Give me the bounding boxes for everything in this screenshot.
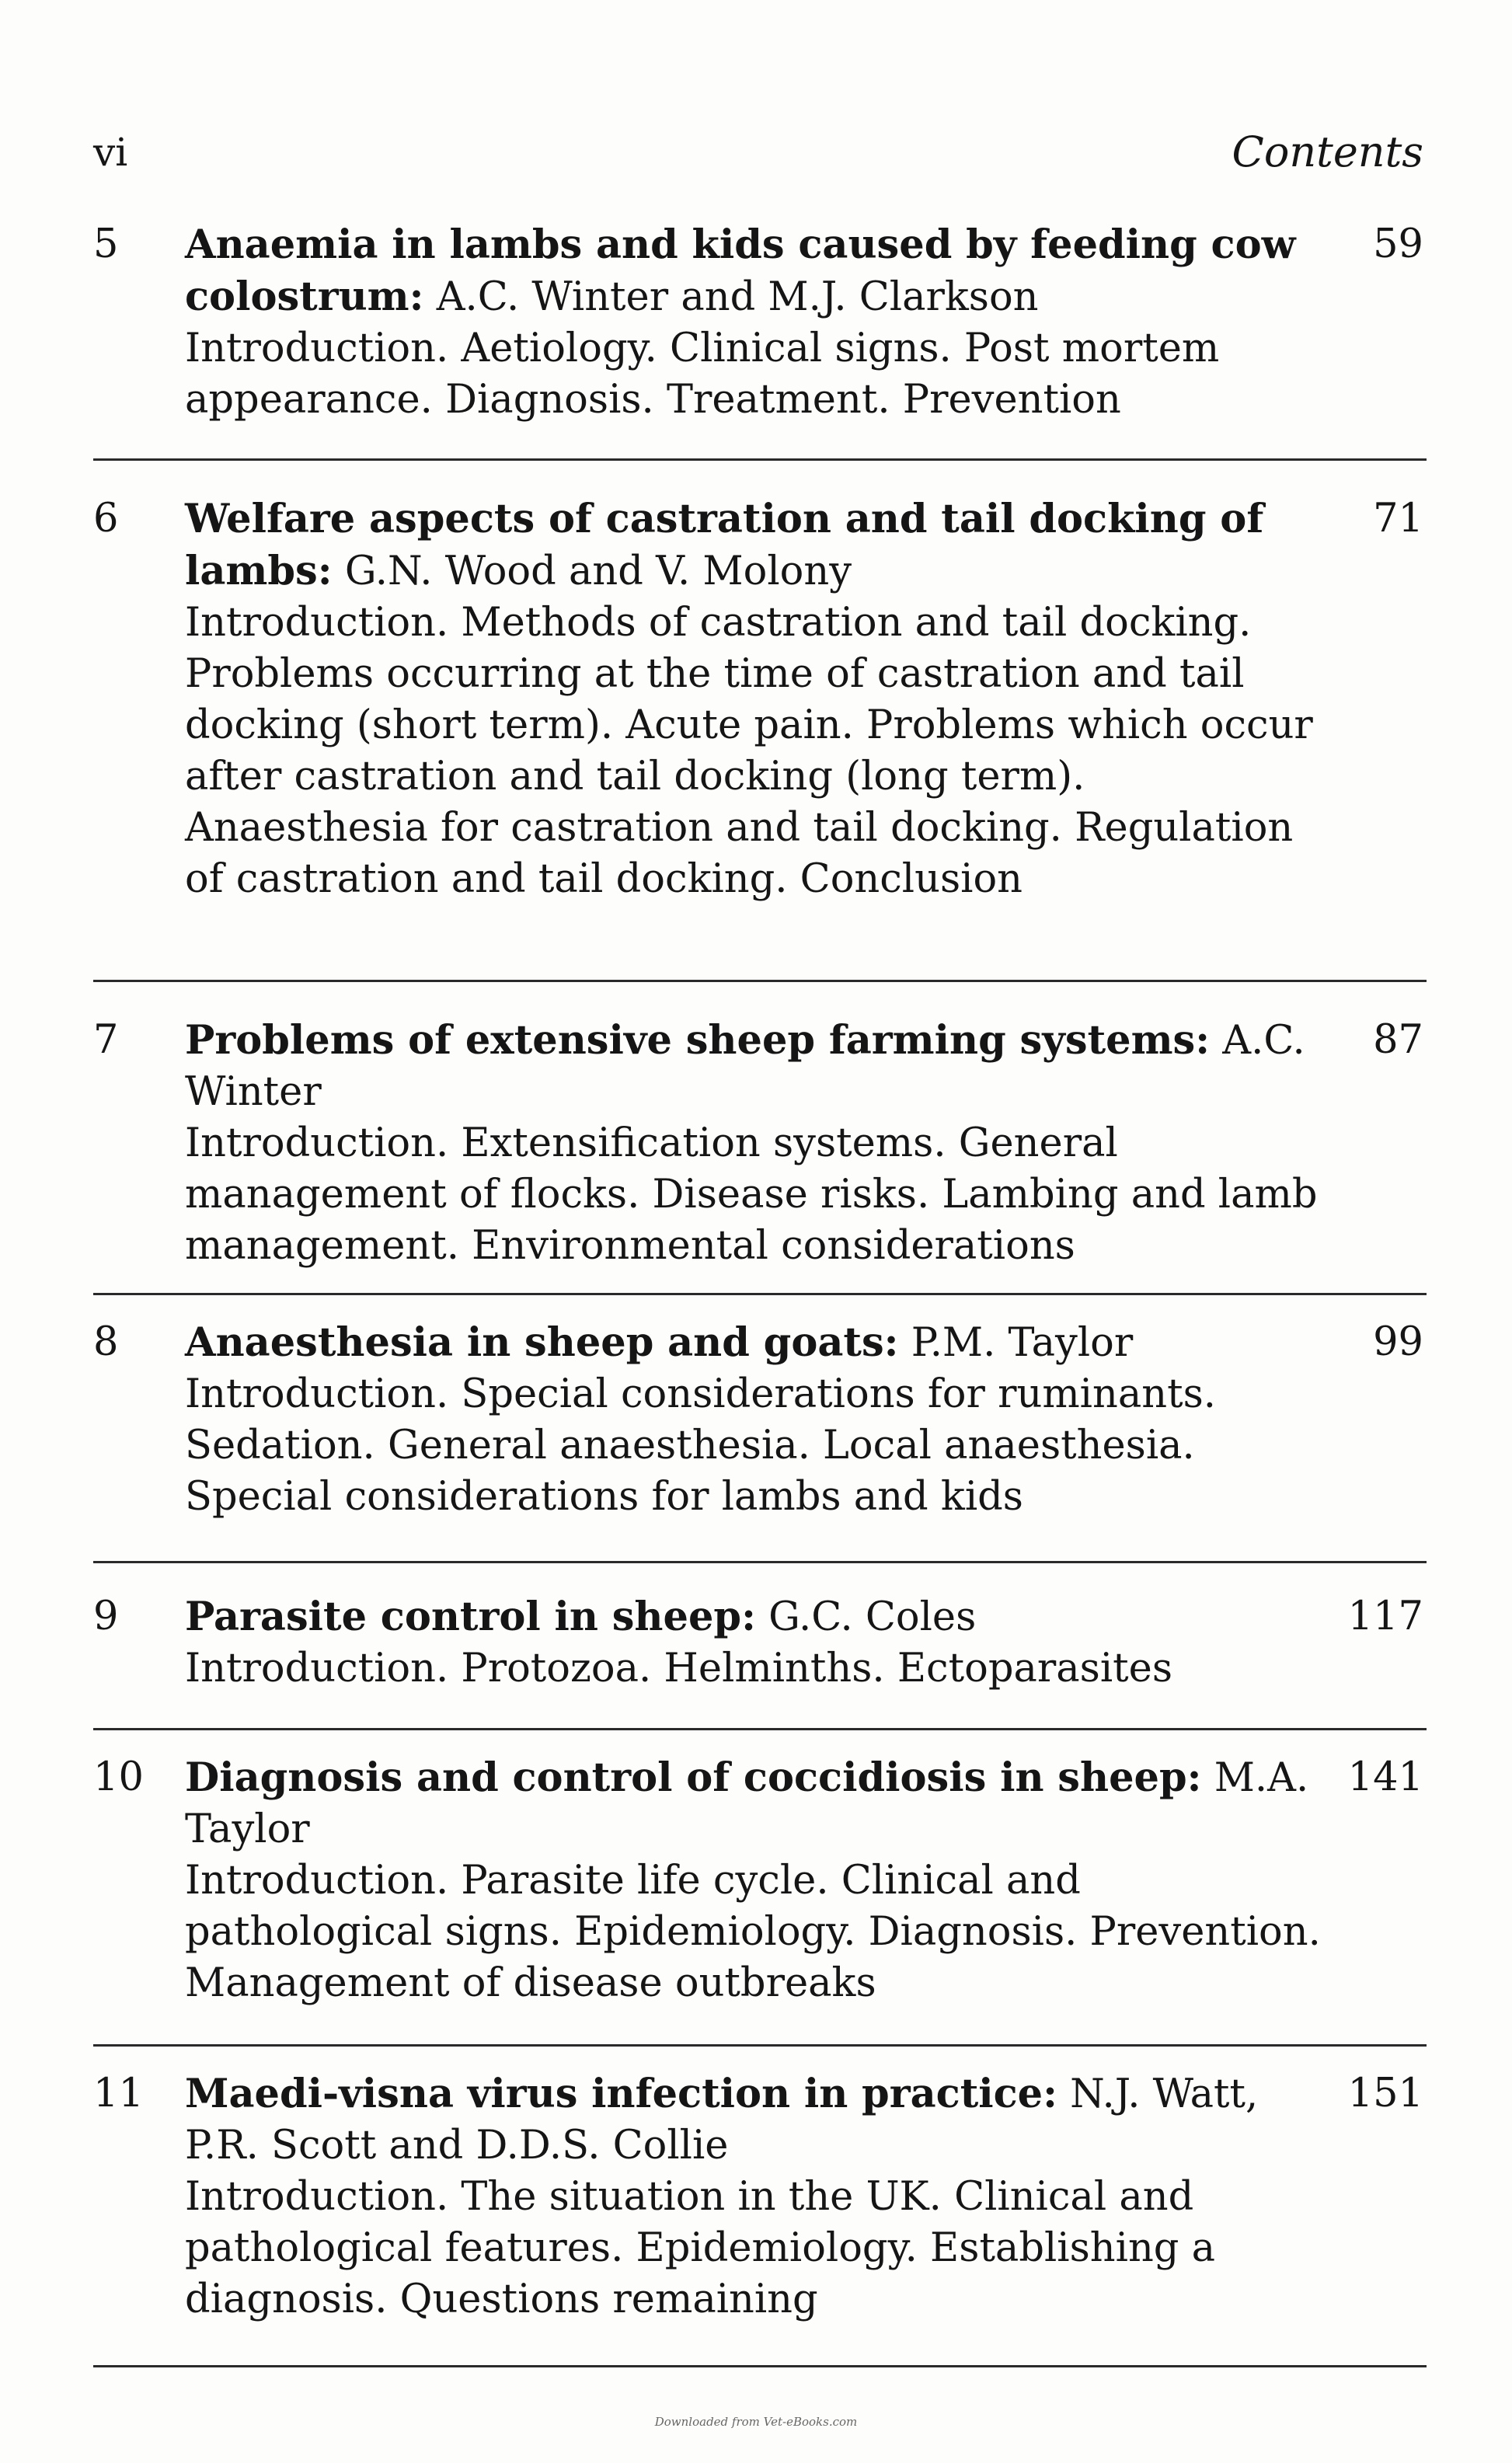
- chapter-authors: G.N. Wood and V. Molony: [344, 549, 852, 594]
- chapter-number: 10: [93, 1754, 144, 1800]
- chapter-title: Anaemia in lambs and kids caused by feeding cow colostrum:: [185, 221, 1296, 320]
- contents-entry: [93, 1317, 1423, 1527]
- chapter-page-number: 87: [1373, 1017, 1423, 1063]
- chapter-number: 6: [93, 496, 119, 542]
- chapter-description: Introduction. The situation in the UK. Clinical and pathological features. Epidemiology. Establishing a diagnosis. Questions remaining: [185, 2174, 1216, 2322]
- chapter-number: 9: [93, 1594, 119, 1639]
- chapter-page-number: 59: [1373, 221, 1423, 267]
- chapter-title: Parasite control in sheep:: [185, 1594, 756, 1640]
- chapter-page-number: 71: [1373, 496, 1423, 542]
- chapter-authors: A.C. Winter and M.J. Clarkson: [436, 274, 1039, 320]
- chapter-page-number: 141: [1347, 1754, 1423, 1800]
- chapter-title: Anaesthesia in sheep and goats:: [185, 1319, 899, 1366]
- chapter-number: 11: [93, 2071, 144, 2116]
- chapter-authors: M.A. Taylor: [185, 1755, 1309, 1852]
- chapter-description: Introduction. Extensification systems. General management of flocks. Disease risks. Lambing and lamb management. Environmental considerations: [185, 1120, 1318, 1269]
- chapter-number: 5: [93, 221, 119, 267]
- divider: [93, 1293, 1427, 1295]
- download-watermark: Downloaded from Vet-eBooks.com: [654, 2415, 858, 2429]
- chapter-page-number: 99: [1373, 1319, 1423, 1365]
- page-number: vi: [93, 130, 128, 175]
- divider: [93, 2365, 1427, 2367]
- chapter-number: 7: [93, 1017, 119, 1063]
- chapter-description: Introduction. Methods of castration and tail docking. Problems occurring at the time of castration and tail docking (short term). Acute pain. Problems which occur after castration and tail docking (long term). Anaesthesia for castration and tail docking. Regulation of castration and tail docking. Conclusion: [185, 600, 1313, 902]
- section-title: Contents: [1232, 127, 1423, 176]
- chapter-page-number: 117: [1347, 1594, 1423, 1639]
- running-head: [93, 121, 1423, 183]
- chapter-authors: G.C. Coles: [768, 1594, 977, 1640]
- contents-list: [93, 219, 1423, 2367]
- divider: [93, 1561, 1427, 1563]
- contents-entry: [93, 1752, 1423, 2005]
- contents-entry: [93, 1591, 1423, 1697]
- divider: [93, 458, 1427, 461]
- chapter-page-number: 151: [1347, 2071, 1423, 2116]
- chapter-description: Introduction. Parasite life cycle. Clinical and pathological signs. Epidemiology. Diagnosis. Prevention. Management of disease outbreaks: [185, 1858, 1321, 2006]
- chapter-authors: N.J. Watt, P.R. Scott and D.D.S. Collie: [185, 2071, 1259, 2169]
- chapter-description: Introduction. Special considerations for ruminants. Sedation. General anaesthesia. Local anaesthesia. Special considerations for lambs and kids: [185, 1371, 1216, 1520]
- contents-entry: [93, 2068, 1423, 2322]
- chapter-title: Welfare aspects of castration and tail docking of lambs:: [185, 496, 1264, 594]
- contents-entry: [93, 1015, 1423, 1268]
- chapter-description: Introduction. Aetiology. Clinical signs. Post mortem appearance. Diagnosis. Treatment. Prevention: [185, 326, 1220, 423]
- divider: [93, 1728, 1427, 1730]
- chapter-description: Introduction. Protozoa. Helminths. Ectoparasites: [185, 1646, 1172, 1691]
- chapter-authors: A.C. Winter: [185, 1018, 1305, 1115]
- chapter-title: Maedi-visna virus infection in practice:: [185, 2071, 1057, 2117]
- chapter-title: Diagnosis and control of coccidiosis in sheep:: [185, 1754, 1202, 1801]
- chapter-number: 8: [93, 1319, 119, 1365]
- contents-entry: [93, 219, 1423, 423]
- contents-entry: [93, 493, 1423, 944]
- chapter-authors: P.M. Taylor: [911, 1320, 1134, 1366]
- chapter-title: Problems of extensive sheep farming systems:: [185, 1017, 1211, 1064]
- divider: [93, 2044, 1427, 2047]
- divider: [93, 980, 1427, 982]
